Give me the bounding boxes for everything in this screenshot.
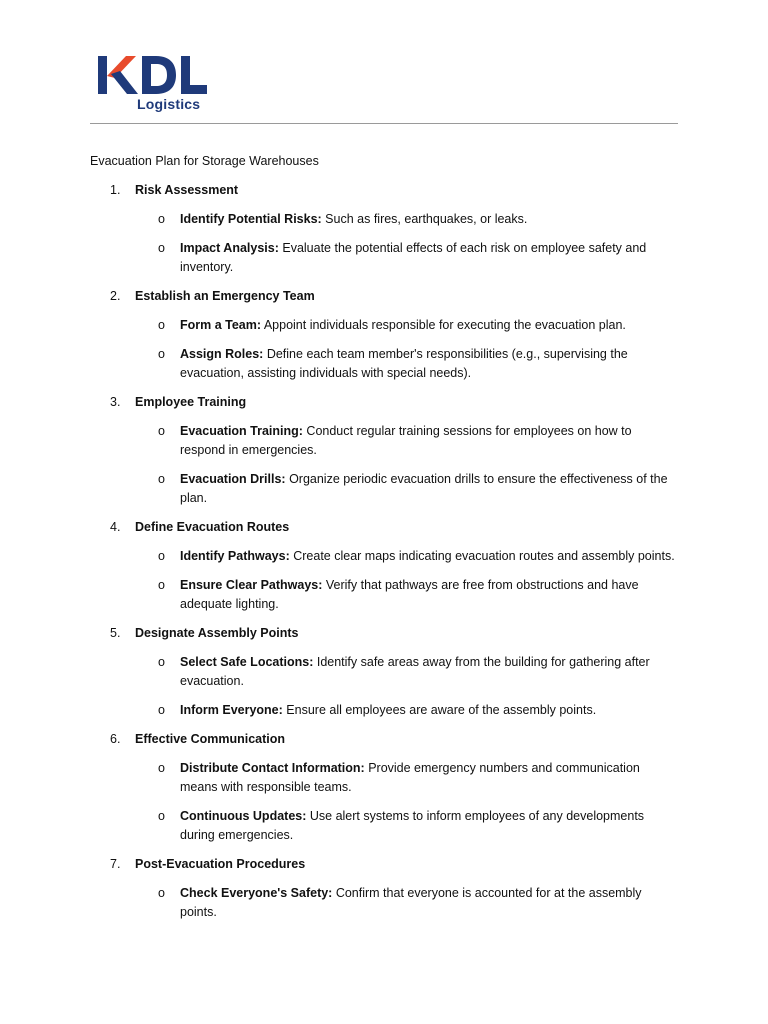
section-heading	[90, 730, 690, 749]
section-title: Risk Assessment	[135, 183, 239, 197]
list-item	[90, 422, 680, 460]
item-title: Distribute Contact Information:	[180, 761, 365, 775]
section-title: Employee Training	[135, 395, 247, 409]
section-heading	[90, 855, 690, 874]
section-title: Establish an Emergency Team	[135, 289, 315, 303]
item-title: Inform Everyone:	[180, 703, 283, 717]
section-number: 6.	[110, 732, 121, 746]
item-description: Ensure all employees are aware of the assembly points.	[282, 703, 597, 717]
list-item	[90, 701, 680, 720]
item-description: Verify that pathways are free from obstructions and have adequate lighting.	[180, 578, 639, 611]
section-number: 2.	[110, 289, 121, 303]
sub-item-list	[90, 316, 690, 383]
bullet-marker: o	[158, 347, 165, 361]
section-heading	[90, 181, 690, 200]
sub-item-list	[90, 653, 690, 720]
section-number: 4.	[110, 520, 121, 534]
bullet-marker: o	[158, 886, 165, 900]
sub-item-list	[90, 547, 690, 614]
bullet-marker: o	[158, 655, 165, 669]
section-title: Designate Assembly Points	[135, 626, 299, 640]
item-title: Form a Team:	[180, 318, 262, 332]
item-description: Appoint individuals responsible for executing the evacuation plan.	[261, 318, 626, 332]
logo-text: KDL	[153, 80, 155, 81]
item-title: Select Safe Locations:	[180, 655, 314, 669]
bullet-marker: o	[158, 472, 165, 486]
document-title: Evacuation Plan for Storage Warehouses	[90, 154, 319, 168]
item-description: Provide emergency numbers and communication means with responsible teams.	[180, 761, 640, 794]
item-title: Continuous Updates:	[180, 809, 307, 823]
item-title: Evacuation Drills:	[180, 472, 286, 486]
item-title: Evacuation Training:	[180, 424, 303, 438]
bullet-marker: o	[158, 703, 165, 717]
item-title: Impact Analysis:	[180, 241, 279, 255]
item-description: Such as fires, earthquakes, or leaks.	[321, 212, 528, 226]
item-title: Identify Pathways:	[180, 549, 290, 563]
bullet-marker: o	[158, 549, 165, 563]
list-item	[90, 576, 680, 614]
sub-item-list	[90, 422, 690, 508]
item-title: Assign Roles:	[180, 347, 264, 361]
section-number: 1.	[110, 183, 121, 197]
section-title: Effective Communication	[135, 732, 286, 746]
list-item	[90, 759, 680, 797]
section-heading	[90, 518, 690, 537]
item-title: Identify Potential Risks:	[180, 212, 322, 226]
list-item	[90, 316, 680, 335]
item-title: Ensure Clear Pathways:	[180, 578, 323, 592]
bullet-marker: o	[158, 424, 165, 438]
bullet-marker: o	[158, 578, 165, 592]
section-number: 3.	[110, 395, 121, 409]
document-body	[90, 152, 690, 932]
section-heading	[90, 393, 690, 412]
list-item	[90, 470, 680, 508]
section-list	[90, 181, 690, 922]
bullet-marker: o	[158, 761, 165, 775]
sub-item-list	[90, 759, 690, 845]
list-item	[90, 547, 680, 566]
section-number: 5.	[110, 626, 121, 640]
bullet-marker: o	[158, 241, 165, 255]
bullet-marker: o	[158, 318, 165, 332]
item-description: Conduct regular training sessions for employees on how to respond in emergencies.	[180, 424, 632, 457]
item-description: Define each team member's responsibilities (e.g., supervising the evacuation, assisting individuals with special needs).	[180, 347, 628, 380]
list-item	[90, 210, 680, 229]
item-description: Organize periodic evacuation drills to ensure the effectiveness of the plan.	[180, 472, 668, 505]
item-description: Use alert systems to inform employees of any developments during emergencies.	[180, 809, 645, 842]
section-number: 7.	[110, 857, 121, 871]
section-heading	[90, 624, 690, 643]
section-title: Post-Evacuation Procedures	[135, 857, 306, 871]
sub-item-list	[90, 884, 690, 922]
list-item	[90, 884, 680, 922]
list-item	[90, 807, 680, 845]
item-title: Check Everyone's Safety:	[180, 886, 333, 900]
section-heading	[90, 287, 690, 306]
logo-subtitle: Logistics	[137, 96, 201, 112]
header-divider	[90, 123, 678, 124]
bullet-marker: o	[158, 212, 165, 226]
list-item	[90, 345, 680, 383]
item-description: Evaluate the potential effects of each risk on employee safety and inventory.	[180, 241, 647, 274]
item-description: Confirm that everyone is accounted for at the assembly points.	[180, 886, 642, 919]
bullet-marker: o	[158, 809, 165, 823]
sub-item-list	[90, 210, 690, 277]
section-title: Define Evacuation Routes	[135, 520, 290, 534]
company-logo	[96, 52, 216, 116]
item-description: Create clear maps indicating evacuation routes and assembly points.	[289, 549, 675, 563]
kdl-logo-mark	[96, 52, 210, 98]
list-item	[90, 239, 680, 277]
list-item	[90, 653, 680, 691]
item-description: Identify safe areas away from the building for gathering after evacuation.	[180, 655, 650, 688]
